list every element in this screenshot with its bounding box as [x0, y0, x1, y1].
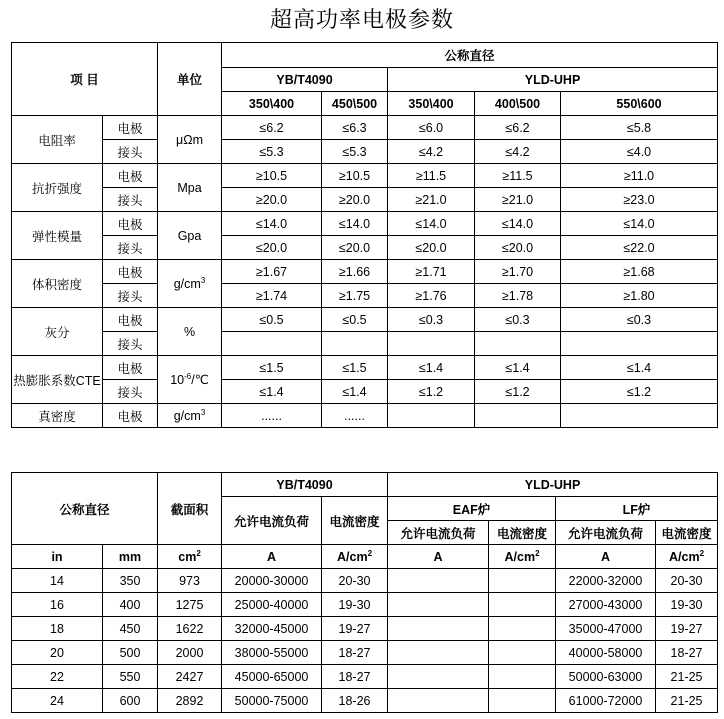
- cell-area: 973: [158, 569, 222, 593]
- cell-eaf-load: [388, 593, 489, 617]
- eaf-density-header: 电流密度: [489, 521, 556, 545]
- value-cell: ≤20.0: [388, 236, 475, 260]
- property-name: 热膨胀系数CTE: [12, 356, 103, 404]
- value-cell: ≥1.78: [475, 284, 561, 308]
- property-name: 灰分: [12, 308, 103, 356]
- page-title: 超高功率电极参数: [269, 8, 454, 33]
- table-row: [12, 332, 718, 356]
- cell-lf-load: 40000-58000: [556, 641, 656, 665]
- size-header: 550\600: [561, 92, 718, 116]
- value-cell: [561, 332, 718, 356]
- a-unit: A: [222, 545, 322, 569]
- cell-lf-den: 21-25: [656, 689, 718, 713]
- value-cell: ≤20.0: [322, 236, 388, 260]
- cell-eaf-den: [489, 569, 556, 593]
- lf-load-header: 允许电流负荷: [556, 521, 656, 545]
- cell-yb-den: 19-27: [322, 617, 388, 641]
- value-cell: ≥1.66: [322, 260, 388, 284]
- cell-yb-load: 20000-30000: [222, 569, 322, 593]
- value-cell: ≤1.5: [222, 356, 322, 380]
- cell-area: 1275: [158, 593, 222, 617]
- value-cell: ≤14.0: [561, 212, 718, 236]
- size-header: 350\400: [388, 92, 475, 116]
- value-cell: ≥1.80: [561, 284, 718, 308]
- part-name: 接头: [103, 332, 158, 356]
- value-cell: ≤1.4: [561, 356, 718, 380]
- part-name: 电极: [103, 164, 158, 188]
- value-cell: ≤6.2: [475, 116, 561, 140]
- a-unit: A: [388, 545, 489, 569]
- value-cell: ......: [222, 404, 322, 428]
- unit-cell: Gpa: [158, 212, 222, 260]
- table-row: [12, 140, 718, 164]
- value-cell: ≥1.68: [561, 260, 718, 284]
- current-load-table: [11, 472, 718, 713]
- nominal-diameter-header: 公称直径: [222, 43, 718, 68]
- acm2-unit: $A/cm^2$: [322, 545, 388, 569]
- size-header: 450\500: [322, 92, 388, 116]
- value-cell: ≤4.0: [561, 140, 718, 164]
- table-row: [12, 212, 718, 236]
- value-cell: ≤1.2: [475, 380, 561, 404]
- cell-yb-den: 18-27: [322, 641, 388, 665]
- unit-cell: %: [158, 308, 222, 356]
- table-row: [12, 284, 718, 308]
- cell-yb-den: 18-26: [322, 689, 388, 713]
- value-cell: ≤6.3: [322, 116, 388, 140]
- value-cell: [388, 404, 475, 428]
- value-cell: ≥1.70: [475, 260, 561, 284]
- value-cell: ......: [322, 404, 388, 428]
- yld-uhp-header: YLD-UHP: [388, 473, 718, 497]
- value-cell: ≥21.0: [475, 188, 561, 212]
- value-cell: ≤1.4: [388, 356, 475, 380]
- cell-in: 20: [12, 641, 103, 665]
- size-header: 400\500: [475, 92, 561, 116]
- value-cell: ≤0.5: [222, 308, 322, 332]
- eaf-load-header: 允许电流负荷: [388, 521, 489, 545]
- part-name: 接头: [103, 188, 158, 212]
- part-name: 接头: [103, 380, 158, 404]
- value-cell: ≤1.2: [388, 380, 475, 404]
- t1-body: [12, 43, 718, 428]
- table-row: [12, 188, 718, 212]
- lf-density-header: 电流密度: [656, 521, 718, 545]
- cell-lf-load: 50000-63000: [556, 665, 656, 689]
- value-cell: ≥21.0: [388, 188, 475, 212]
- value-cell: ≤0.3: [475, 308, 561, 332]
- value-cell: ≤5.3: [322, 140, 388, 164]
- value-cell: ≤1.4: [475, 356, 561, 380]
- value-cell: ≤14.0: [475, 212, 561, 236]
- size-header: 350\400: [222, 92, 322, 116]
- property-name: 电阻率: [12, 116, 103, 164]
- part-name: 电极: [103, 356, 158, 380]
- eaf-header: EAF炉: [388, 497, 556, 521]
- value-cell: ≥20.0: [222, 188, 322, 212]
- table-row: [12, 236, 718, 260]
- cell-in: 14: [12, 569, 103, 593]
- cell-yb-den: 18-27: [322, 665, 388, 689]
- value-cell: [388, 332, 475, 356]
- cell-mm: 600: [103, 689, 158, 713]
- value-cell: ≤1.2: [561, 380, 718, 404]
- value-cell: [561, 404, 718, 428]
- value-cell: ≤4.2: [388, 140, 475, 164]
- electrode-parameters-table: [11, 42, 718, 428]
- cell-lf-load: 61000-72000: [556, 689, 656, 713]
- value-cell: ≤0.5: [322, 308, 388, 332]
- part-name: 接头: [103, 284, 158, 308]
- cell-area: 2892: [158, 689, 222, 713]
- cell-yb-load: 25000-40000: [222, 593, 322, 617]
- acm2-unit: $A/cm^2$: [489, 545, 556, 569]
- property-name: 弹性模量: [12, 212, 103, 260]
- cell-eaf-load: [388, 665, 489, 689]
- cell-in: 16: [12, 593, 103, 617]
- cell-lf-load: 27000-43000: [556, 593, 656, 617]
- value-cell: ≤5.8: [561, 116, 718, 140]
- value-cell: ≤14.0: [322, 212, 388, 236]
- cell-mm: 550: [103, 665, 158, 689]
- a-unit: A: [556, 545, 656, 569]
- value-cell: ≤20.0: [475, 236, 561, 260]
- value-cell: ≥11.5: [388, 164, 475, 188]
- cell-eaf-load: [388, 641, 489, 665]
- part-name: 电极: [103, 308, 158, 332]
- part-name: 接头: [103, 236, 158, 260]
- value-cell: ≥10.5: [222, 164, 322, 188]
- part-name: 电极: [103, 116, 158, 140]
- cell-yb-den: 19-30: [322, 593, 388, 617]
- value-cell: ≤0.3: [561, 308, 718, 332]
- value-cell: ≥1.75: [322, 284, 388, 308]
- part-name: 电极: [103, 404, 158, 428]
- table-row: [12, 617, 718, 641]
- cell-yb-load: 50000-75000: [222, 689, 322, 713]
- value-cell: ≥1.71: [388, 260, 475, 284]
- yb-load-header: 允许电流负荷: [222, 497, 322, 545]
- table-row: [12, 116, 718, 140]
- cell-area: 2427: [158, 665, 222, 689]
- cm2-unit: $cm^2$: [158, 545, 222, 569]
- cell-eaf-load: [388, 617, 489, 641]
- value-cell: [475, 404, 561, 428]
- value-cell: ≤5.3: [222, 140, 322, 164]
- cell-lf-load: 22000-32000: [556, 569, 656, 593]
- value-cell: [322, 332, 388, 356]
- t2-body: [12, 473, 718, 713]
- cell-mm: 500: [103, 641, 158, 665]
- value-cell: [475, 332, 561, 356]
- value-cell: [222, 332, 322, 356]
- unit-header: 单位: [158, 43, 222, 116]
- property-name: 真密度: [12, 404, 103, 428]
- cell-eaf-den: [489, 593, 556, 617]
- table-row: [12, 380, 718, 404]
- value-cell: ≥1.74: [222, 284, 322, 308]
- mm-unit: mm: [103, 545, 158, 569]
- nominal-diameter-header: 公称直径: [12, 473, 158, 545]
- part-name: 接头: [103, 140, 158, 164]
- in-unit: in: [12, 545, 103, 569]
- value-cell: ≥10.5: [322, 164, 388, 188]
- table-row: [12, 260, 718, 284]
- cell-lf-den: 19-30: [656, 593, 718, 617]
- cell-eaf-load: [388, 569, 489, 593]
- cell-area: 2000: [158, 641, 222, 665]
- table-row: [12, 641, 718, 665]
- cell-lf-den: 18-27: [656, 641, 718, 665]
- table-row: [12, 689, 718, 713]
- cell-mm: 450: [103, 617, 158, 641]
- value-cell: ≤20.0: [222, 236, 322, 260]
- value-cell: ≤1.4: [222, 380, 322, 404]
- value-cell: ≤4.2: [475, 140, 561, 164]
- cell-lf-load: 35000-47000: [556, 617, 656, 641]
- property-name: 体积密度: [12, 260, 103, 308]
- cell-lf-den: 21-25: [656, 665, 718, 689]
- table-row: [12, 569, 718, 593]
- cell-mm: 350: [103, 569, 158, 593]
- cell-lf-den: 20-30: [656, 569, 718, 593]
- cell-yb-load: 32000-45000: [222, 617, 322, 641]
- yld-uhp-header: YLD-UHP: [388, 68, 718, 92]
- unit-cell: $g/cm^3$: [158, 260, 222, 308]
- lf-header: LF炉: [556, 497, 718, 521]
- yb-standard-header: YB/T4090: [222, 68, 388, 92]
- acm2-unit: $A/cm^2$: [656, 545, 718, 569]
- value-cell: ≤1.5: [322, 356, 388, 380]
- cell-in: 18: [12, 617, 103, 641]
- yb-density-header: 电流密度: [322, 497, 388, 545]
- cell-yb-load: 38000-55000: [222, 641, 322, 665]
- part-name: 电极: [103, 212, 158, 236]
- table-row: [12, 308, 718, 332]
- cell-area: 1622: [158, 617, 222, 641]
- cell-in: 22: [12, 665, 103, 689]
- value-cell: ≥11.0: [561, 164, 718, 188]
- cell-eaf-den: [489, 641, 556, 665]
- cross-section-header: 截面积: [158, 473, 222, 545]
- unit-cell: Mpa: [158, 164, 222, 212]
- table-row: [12, 356, 718, 380]
- unit-cell: μΩm: [158, 116, 222, 164]
- value-cell: ≥1.76: [388, 284, 475, 308]
- value-cell: ≥1.67: [222, 260, 322, 284]
- value-cell: ≤6.2: [222, 116, 322, 140]
- cell-yb-den: 20-30: [322, 569, 388, 593]
- cell-eaf-den: [489, 689, 556, 713]
- value-cell: ≥23.0: [561, 188, 718, 212]
- item-header: 项 目: [12, 43, 158, 116]
- value-cell: ≤1.4: [322, 380, 388, 404]
- yb-standard-header: YB/T4090: [222, 473, 388, 497]
- value-cell: ≤0.3: [388, 308, 475, 332]
- cell-eaf-den: [489, 617, 556, 641]
- value-cell: ≤14.0: [222, 212, 322, 236]
- table-row: [12, 593, 718, 617]
- table-row: [12, 164, 718, 188]
- cell-eaf-den: [489, 665, 556, 689]
- value-cell: ≤6.0: [388, 116, 475, 140]
- cell-lf-den: 19-27: [656, 617, 718, 641]
- value-cell: ≤22.0: [561, 236, 718, 260]
- cell-mm: 400: [103, 593, 158, 617]
- cell-eaf-load: [388, 689, 489, 713]
- cell-yb-load: 45000-65000: [222, 665, 322, 689]
- value-cell: ≤14.0: [388, 212, 475, 236]
- unit-cell: $g/cm^3$: [158, 404, 222, 428]
- property-name: 抗折强度: [12, 164, 103, 212]
- part-name: 电极: [103, 260, 158, 284]
- unit-cell: $10^{-6}/℃$: [158, 356, 222, 404]
- value-cell: ≥11.5: [475, 164, 561, 188]
- table-row: [12, 665, 718, 689]
- value-cell: ≥20.0: [322, 188, 388, 212]
- cell-in: 24: [12, 689, 103, 713]
- table-row: [12, 404, 718, 428]
